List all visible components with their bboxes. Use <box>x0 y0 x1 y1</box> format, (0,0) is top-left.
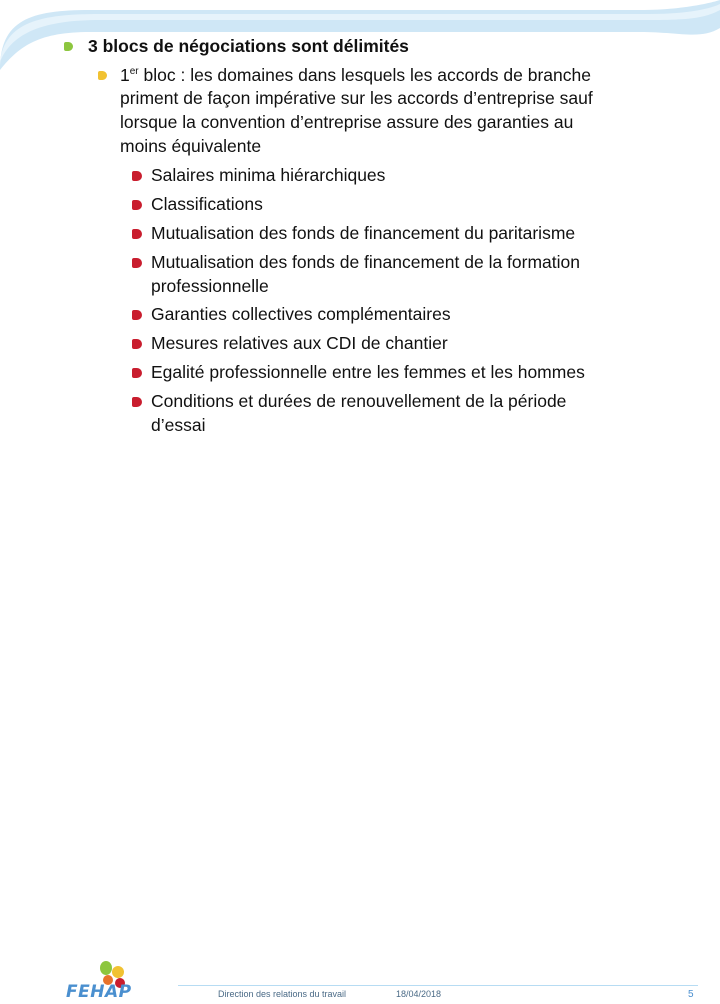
list-item: Salaires minima hiérarchiques <box>151 165 386 185</box>
list-item: Classifications <box>151 194 263 214</box>
sub-bullet-line: lorsque la convention d’entreprise assure des garanties au <box>120 112 574 132</box>
list-item: Garanties collectives complémentaires <box>151 304 451 324</box>
list-item-continuation: d’essai <box>151 415 206 435</box>
red-bullet-icon <box>132 171 142 181</box>
fehap-logo-text: FEHAP <box>66 982 132 1002</box>
list-item: Mutualisation des fonds de financement de la formation <box>151 252 581 272</box>
slide-content <box>0 0 720 470</box>
red-bullet-icon <box>132 310 142 320</box>
list-item-continuation: professionnelle <box>151 276 269 296</box>
green-bullet-icon <box>64 42 73 51</box>
sub-bullet-first-line <box>120 64 658 86</box>
red-bullet-icon <box>132 258 142 268</box>
footer-date: 18/04/2018 <box>396 989 442 999</box>
list-item: Conditions et durées de renouvellement de la période <box>151 391 567 411</box>
red-bullet-icon <box>132 200 142 210</box>
list-item: Egalité professionnelle entre les femmes et les hommes <box>151 362 585 382</box>
footer-divider <box>178 985 698 986</box>
list-item: Mutualisation des fonds de financement du paritarisme <box>151 223 576 243</box>
sub-bullet-line: priment de façon impérative sur les accords d’entreprise sauf <box>120 88 593 108</box>
sub-bullet-prefix: 1 <box>120 65 130 85</box>
sub-bullet-rest: bloc : les domaines dans lesquels les accords de branche <box>138 65 591 85</box>
slide-heading: 3 blocs de négociations sont délimités <box>88 36 409 56</box>
page-number: 5 <box>688 989 694 1000</box>
red-bullet-icon <box>132 368 142 378</box>
red-bullet-icon <box>132 339 142 349</box>
sub-bullet-superscript: er <box>129 66 139 77</box>
red-bullet-icon <box>132 229 142 239</box>
footer-department: Direction des relations du travail <box>218 989 347 999</box>
list-item: Mesures relatives aux CDI de chantier <box>151 333 448 353</box>
sub-bullet-line: moins équivalente <box>120 136 262 156</box>
yellow-bullet-icon <box>98 71 107 80</box>
red-bullet-icon <box>132 397 142 407</box>
slide-footer <box>0 470 720 1002</box>
